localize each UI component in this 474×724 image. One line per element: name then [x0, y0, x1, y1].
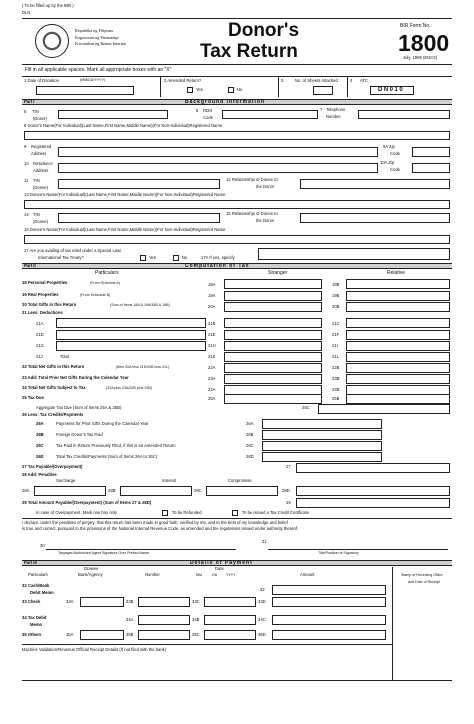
relationship2-label: 15 Relationship of Donee to	[226, 211, 278, 216]
tax-relief-no-label: No	[182, 255, 188, 260]
line27-label: 27 Tax Payable/(Overpayment)	[22, 464, 83, 469]
donee2-tin-label: TIN	[33, 212, 40, 217]
field-21h[interactable]	[224, 341, 322, 351]
field-20a[interactable]	[224, 302, 322, 312]
code-34c: 34C	[258, 617, 266, 622]
row33-label: 33 Check	[22, 599, 41, 604]
relationship1-label: 12 Relationship of Donee to	[226, 177, 278, 182]
line28-label: 28 Add: Penalties	[22, 472, 57, 477]
code-28c: 28C	[194, 488, 202, 493]
code-21j: 21J	[36, 354, 43, 359]
atc-label: ATC	[360, 78, 369, 83]
field-33d[interactable]	[272, 597, 386, 607]
stranger-header: Stranger	[268, 270, 288, 276]
code-19b: 19B	[332, 293, 340, 298]
line19-sub: (From Schedule B)	[80, 293, 111, 297]
code-23a: 23A	[208, 376, 216, 381]
rdo-code-field[interactable]	[222, 110, 318, 119]
tax-relief-specify-field[interactable]	[258, 248, 450, 260]
code-21b: 21B	[208, 321, 216, 326]
line21-label: 21 Less: Deductions	[22, 310, 63, 315]
code-21k: 21K	[208, 354, 216, 359]
part3-title: Details of Payment	[190, 560, 253, 566]
donee2-name-field[interactable]	[24, 235, 450, 244]
code-25a: 25A	[208, 396, 216, 401]
sheets-attached-label: No. of Sheets Attached	[295, 78, 338, 83]
signature-30-line[interactable]	[46, 549, 236, 550]
donee1-name-field[interactable]	[24, 200, 450, 209]
code-25c: 25C	[302, 405, 310, 410]
code-22b: 22B	[332, 365, 340, 370]
bureau-label: Kawanihan ng Rentas Internas	[75, 41, 127, 46]
field-33b[interactable]	[138, 597, 190, 607]
stamp-label-1: Stamp of Receiving Office	[401, 573, 443, 577]
residence-address-field[interactable]	[58, 163, 378, 173]
atc-num: 4	[350, 78, 353, 83]
field-34c[interactable]	[272, 615, 386, 625]
code-21a: 21A	[36, 321, 44, 326]
form-title-line2: Tax Return	[200, 41, 298, 62]
field-25c[interactable]	[318, 404, 450, 414]
field-23a[interactable]	[224, 374, 322, 384]
code-26c: 26C	[246, 443, 254, 448]
code-26b-left: 26B	[36, 432, 44, 437]
divider	[347, 77, 348, 97]
instructions: Fill in all applicable spaces. Mark all appropriate boxes with an "X"	[25, 67, 172, 73]
field-20b[interactable]	[346, 302, 450, 312]
donee1-tin-label: TIN	[33, 178, 40, 183]
date-header: Date	[215, 566, 224, 571]
line22-sub: (Item 20A less 21K/20B less 21L)	[116, 365, 170, 369]
line29-label: 29 Total Amount Payable/(Overpayment) (Sum of Items 27 & 28D)	[22, 500, 152, 505]
telephone-label: Telephone	[326, 107, 346, 112]
code-21d: 21D	[36, 332, 44, 337]
code-33b: 33B	[126, 599, 134, 604]
code-26b: 26B	[246, 432, 254, 437]
code-34b: 34B	[192, 617, 200, 622]
row34-label-2: Memo	[30, 622, 43, 627]
res-address-num: 10	[24, 161, 29, 166]
registered-address-field[interactable]	[58, 147, 378, 157]
field-21d[interactable]	[56, 330, 206, 340]
field-34a[interactable]	[138, 615, 190, 625]
code-20a: 20A	[208, 304, 216, 309]
code-26d-left: 26D	[36, 454, 44, 459]
code-35d: 35D	[258, 632, 266, 637]
field-21e[interactable]	[224, 330, 322, 340]
row32-label-2: Debit Memo	[30, 590, 54, 595]
rule	[22, 76, 452, 77]
particulars-header: Particulars	[95, 270, 119, 276]
code-21h: 21H	[208, 343, 216, 348]
bir-form-no-label: BIR Form No.	[400, 23, 431, 29]
relationship2-field[interactable]	[300, 213, 450, 223]
code-23b: 23B	[332, 376, 340, 381]
number-header: Number	[145, 572, 160, 577]
zip-10a-label-2: Code	[390, 167, 401, 172]
code-18a: 18A	[208, 282, 216, 287]
field-34b[interactable]	[204, 615, 256, 625]
field-35b[interactable]	[138, 630, 190, 640]
field-22b[interactable]	[346, 363, 450, 373]
mm-header: MM	[196, 573, 202, 577]
rdo-num: 6	[196, 108, 199, 113]
reg-address-num: 9	[24, 144, 27, 149]
telephone-field[interactable]	[358, 110, 450, 119]
dd-header: DD	[212, 573, 218, 577]
field-23b[interactable]	[346, 374, 450, 384]
field-21c[interactable]	[346, 318, 450, 328]
line26-label: 26 Less: Tax Credits/Payments	[22, 412, 84, 417]
donee2-name-label: 16 Donee's Name(For Individual)(Last Name,First Name,Middle Name)(For Non-Individual)Registered Name	[24, 227, 226, 232]
part1-label: Part I	[24, 99, 35, 104]
reg-address-label-2: Address	[31, 151, 47, 156]
tax-relief-specify-label: 17A If yes, specify	[201, 255, 235, 260]
code-32: 32	[260, 587, 265, 592]
signature-31-caption: Title/Position of Signatory	[318, 551, 359, 555]
surcharge-header: Surcharge	[56, 478, 76, 483]
donee2-tin-num: 14	[24, 212, 29, 217]
donee2-tin-field[interactable]	[58, 213, 220, 223]
code-21i: 21I	[332, 343, 338, 348]
relationship1-field[interactable]	[300, 179, 450, 189]
field-18b[interactable]	[346, 279, 450, 289]
field-21f[interactable]	[346, 330, 450, 340]
stamp-divider	[392, 567, 393, 680]
donor-tin-field[interactable]	[58, 110, 168, 119]
code-35b: 35B	[126, 632, 134, 637]
date-format-hint: (MM/DD/YYYY)	[80, 78, 106, 82]
field-27[interactable]	[296, 463, 450, 473]
field-21k[interactable]	[224, 352, 322, 362]
amended-yes-checkbox[interactable]	[187, 87, 193, 93]
telephone-label-2: Number	[326, 114, 341, 119]
line24-sub: (22A plus 23A/22B plus 23B)	[106, 386, 152, 390]
code-27: 27	[286, 464, 291, 469]
tax-relief-yes-checkbox[interactable]	[140, 255, 146, 261]
code-18b: 18B	[332, 282, 340, 287]
declaration-line1: I declare, under the penalties of perjury, that this return has been made in good faith, verified by me, and to the best of my knowledge and belief	[22, 520, 288, 525]
tcc-label: To be issued a Tax Credit Certificate	[242, 510, 309, 515]
code-26a-left: 26A	[36, 421, 44, 426]
line19-label: 19 Real Properties	[22, 292, 59, 297]
code-33c: 33C	[192, 599, 200, 604]
donor-tin-num: 5	[24, 109, 27, 114]
form-title-line1: Donor's	[228, 20, 300, 41]
overpayment-label: In case of Overpayment, Mark one box only	[36, 510, 117, 515]
field-29[interactable]	[296, 498, 450, 508]
signature-31-line[interactable]	[268, 549, 448, 550]
code-21e: 21E	[208, 332, 216, 337]
amount-header: Amount	[300, 572, 315, 577]
field-19a[interactable]	[224, 291, 322, 301]
amended-no-label: No	[237, 87, 243, 92]
donee2-tag: (Donee)	[33, 219, 49, 224]
telephone-num: 7	[320, 107, 323, 112]
dept-label: Kagawaran ng Pananalapi	[75, 35, 119, 40]
field-21b[interactable]	[224, 318, 322, 328]
code-28b: 28B	[108, 488, 116, 493]
code-22a: 22A	[208, 365, 216, 370]
row35-label: 35 Others	[22, 632, 42, 637]
interest-header: Interest	[162, 478, 176, 483]
code-35a: 35A	[66, 632, 74, 637]
line26c-label: Tax Paid in Return Previously Filed, if this is an Amended Return	[56, 443, 176, 448]
amended-no-checkbox[interactable]	[228, 87, 234, 93]
line20-label: 20 Total Gifts in this Return	[22, 302, 77, 307]
code-35c: 35C	[192, 632, 200, 637]
form-number: 1800	[398, 30, 450, 56]
line22-label: 22 Total Net Gifts in this Return	[22, 364, 85, 369]
donor-tag: (Donor)	[33, 116, 48, 121]
zip-9a-label-2: Code	[390, 151, 401, 156]
line23-label: 23 Add: Total Prior Net Gifts During the Calendar Year	[22, 375, 129, 380]
code-28a: 28A	[22, 488, 30, 493]
zip-10a-field[interactable]	[412, 163, 450, 173]
code-33a: 33A	[66, 599, 74, 604]
line26b-label: Foreign Donor's Tax Paid	[56, 432, 103, 437]
field-26c[interactable]	[262, 441, 382, 451]
row32-label: 32 Cash/Bank	[22, 583, 50, 588]
field-26d[interactable]	[262, 452, 382, 462]
code-34a: 34A	[126, 617, 134, 622]
donee1-tin-num: 11	[24, 178, 29, 183]
rule	[22, 644, 392, 645]
line21j-total-label: Total	[60, 354, 69, 359]
tax-relief-no-checkbox[interactable]	[173, 255, 179, 261]
res-address-label: Residence	[33, 161, 53, 166]
line26a-label: Payments for Prior Gifts During the Calendar Year	[56, 421, 149, 426]
tcc-checkbox[interactable]	[232, 510, 238, 516]
line24-label: 24 Total Net Gifts Subject to Tax	[22, 385, 86, 390]
rdo-label-2: Code	[203, 115, 214, 120]
field-32[interactable]	[272, 585, 386, 595]
bir-seal-icon	[35, 24, 69, 58]
code-20b: 20B	[332, 304, 340, 309]
res-address-label-2: Address	[33, 168, 49, 173]
bir-use-note: ( To be filled up by the BIR )	[22, 3, 74, 8]
signature-30-num: 30	[40, 543, 45, 548]
atc-value: DN010	[378, 87, 405, 93]
drawee-header: Drawee	[84, 566, 99, 571]
compromise-header: Compromise	[228, 478, 252, 483]
field-25a[interactable]	[224, 394, 322, 404]
rdo-label: RDO	[203, 108, 213, 113]
field-22a[interactable]	[224, 363, 322, 373]
line25-label: 25 Tax Due	[22, 395, 44, 400]
tax-relief-question: 17 Are you availing of tax relief under a Special Law/	[24, 248, 122, 253]
reg-address-label: Registered	[31, 144, 52, 149]
zip-9a-label: 9A Zip	[383, 144, 395, 149]
stamp-label-2: and Date of Receipt	[408, 580, 440, 584]
refund-label: To be Refunded	[172, 510, 202, 515]
signature-31-num: 31	[262, 539, 267, 544]
code-28d: 28D	[282, 488, 290, 493]
divider	[278, 77, 279, 97]
field-21g[interactable]	[56, 341, 206, 351]
header-top-rule	[22, 18, 452, 19]
line20-sub: (Sum of Items 18A & 19A/18B & 19B)	[110, 303, 170, 307]
header-bottom-rule	[22, 64, 452, 65]
tax-relief-question-2: International Tax Treaty?	[38, 255, 84, 260]
divider	[160, 77, 161, 97]
field-26a[interactable]	[262, 419, 382, 429]
field-35d[interactable]	[272, 630, 386, 640]
field-28d[interactable]	[296, 486, 450, 496]
field-21l[interactable]	[346, 352, 450, 362]
zip-10a-label: 10A Zip	[380, 160, 395, 165]
part1-title: Background Information	[185, 99, 266, 105]
machine-validation-label: Machine Validation/Revenue Official Receipt Details (If not filed with the bank)	[22, 647, 167, 652]
tax-relief-yes-label: Yes	[149, 255, 156, 260]
field-25b[interactable]	[346, 394, 450, 404]
field-21a[interactable]	[56, 318, 206, 328]
sheets-attached-field[interactable]	[313, 86, 333, 95]
code-26a: 26A	[246, 421, 254, 426]
amended-return-label: 2 Amended Return?	[164, 78, 202, 83]
relative-header: Relative	[387, 270, 406, 276]
code-21f: 21F	[332, 332, 340, 337]
field-26b[interactable]	[262, 430, 382, 440]
code-24b: 24B	[332, 387, 340, 392]
field-35a[interactable]	[80, 630, 124, 640]
code-33d: 33D	[258, 599, 266, 604]
refund-checkbox[interactable]	[162, 510, 168, 516]
date-of-donation-field[interactable]	[36, 86, 134, 95]
code-21l: 21L	[332, 354, 339, 359]
line18-sub: (From Schedule A)	[90, 281, 120, 285]
dln-label: DLN	[22, 10, 31, 15]
date-of-donation-label: 1 Date of Donation	[24, 78, 59, 83]
yyyy-header: YYYY	[226, 573, 236, 577]
donor-tin-label: TIN	[32, 109, 39, 114]
amended-yes-label: Yes	[196, 87, 203, 92]
field-33c[interactable]	[204, 597, 256, 607]
line18-label: 18 Personal Properties	[22, 280, 68, 285]
field-21i[interactable]	[346, 341, 450, 351]
relationship2-label-2: the Donor	[256, 218, 275, 223]
field-35c[interactable]	[204, 630, 256, 640]
part3-label: Part III	[24, 560, 37, 565]
code-21g: 21G	[36, 343, 44, 348]
line26d-label: Total Tax Credits/Payments (Sum of Items 26A to 26C)	[56, 454, 158, 459]
code-21c: 21C	[332, 321, 340, 326]
republic-label: Republika ng Pilipinas	[75, 28, 114, 33]
donee1-name-label: 13 Donee's Name(For Individual)(Last Name,First Name,Middle Name)(For Non-Individual)Registered Name	[24, 192, 226, 197]
signature-30-caption: Taxpayer/Authorized Agent Signature Over Printed Name	[58, 551, 150, 555]
rule	[22, 518, 452, 519]
rule	[22, 680, 452, 681]
part2-label: Part II	[24, 263, 36, 268]
code-19a: 19A	[208, 293, 216, 298]
zip-9a-field[interactable]	[412, 147, 450, 157]
field-19b[interactable]	[346, 291, 450, 301]
field-28a[interactable]	[34, 486, 106, 496]
row34-label: 34 Tax Debit	[22, 615, 47, 620]
line25c-label: Aggregate Tax Due (Sum of Items 25A & 25B)	[36, 405, 122, 410]
code-24a: 24A	[208, 387, 216, 392]
code-29: 29	[286, 500, 291, 505]
relationship1-label-2: the Donor	[256, 184, 275, 189]
field-18a[interactable]	[224, 279, 322, 289]
bank-agency-header: Bank/Agency	[78, 572, 103, 577]
donor-name-label: 8 Donor's Name(For Individual)(Last Name,First Name,Middle Name)(For Non-Individual)Registered Name	[24, 123, 223, 128]
declaration-line2: is true and correct, pursuant to the provisions of the National Internal Revenue Code, as amended and the regulations issued under authority thereof.	[22, 526, 299, 531]
code-26c-left: 26C	[36, 443, 44, 448]
field-33a[interactable]	[80, 597, 124, 607]
field-28c[interactable]	[206, 486, 278, 496]
code-25b: 25B	[332, 396, 340, 401]
form-version-date: July, 1999 (ENCS)	[403, 55, 438, 60]
p3-particulars-header: Particulars	[28, 572, 48, 577]
part2-title: Computation of Tax	[185, 263, 250, 269]
donee1-tag: (Donee)	[33, 185, 49, 190]
code-26d: 26D	[246, 454, 254, 459]
donor-name-field[interactable]	[24, 131, 450, 140]
donee1-tin-field[interactable]	[58, 179, 220, 189]
sheets-num: 3	[281, 78, 284, 83]
field-28b[interactable]	[120, 486, 192, 496]
